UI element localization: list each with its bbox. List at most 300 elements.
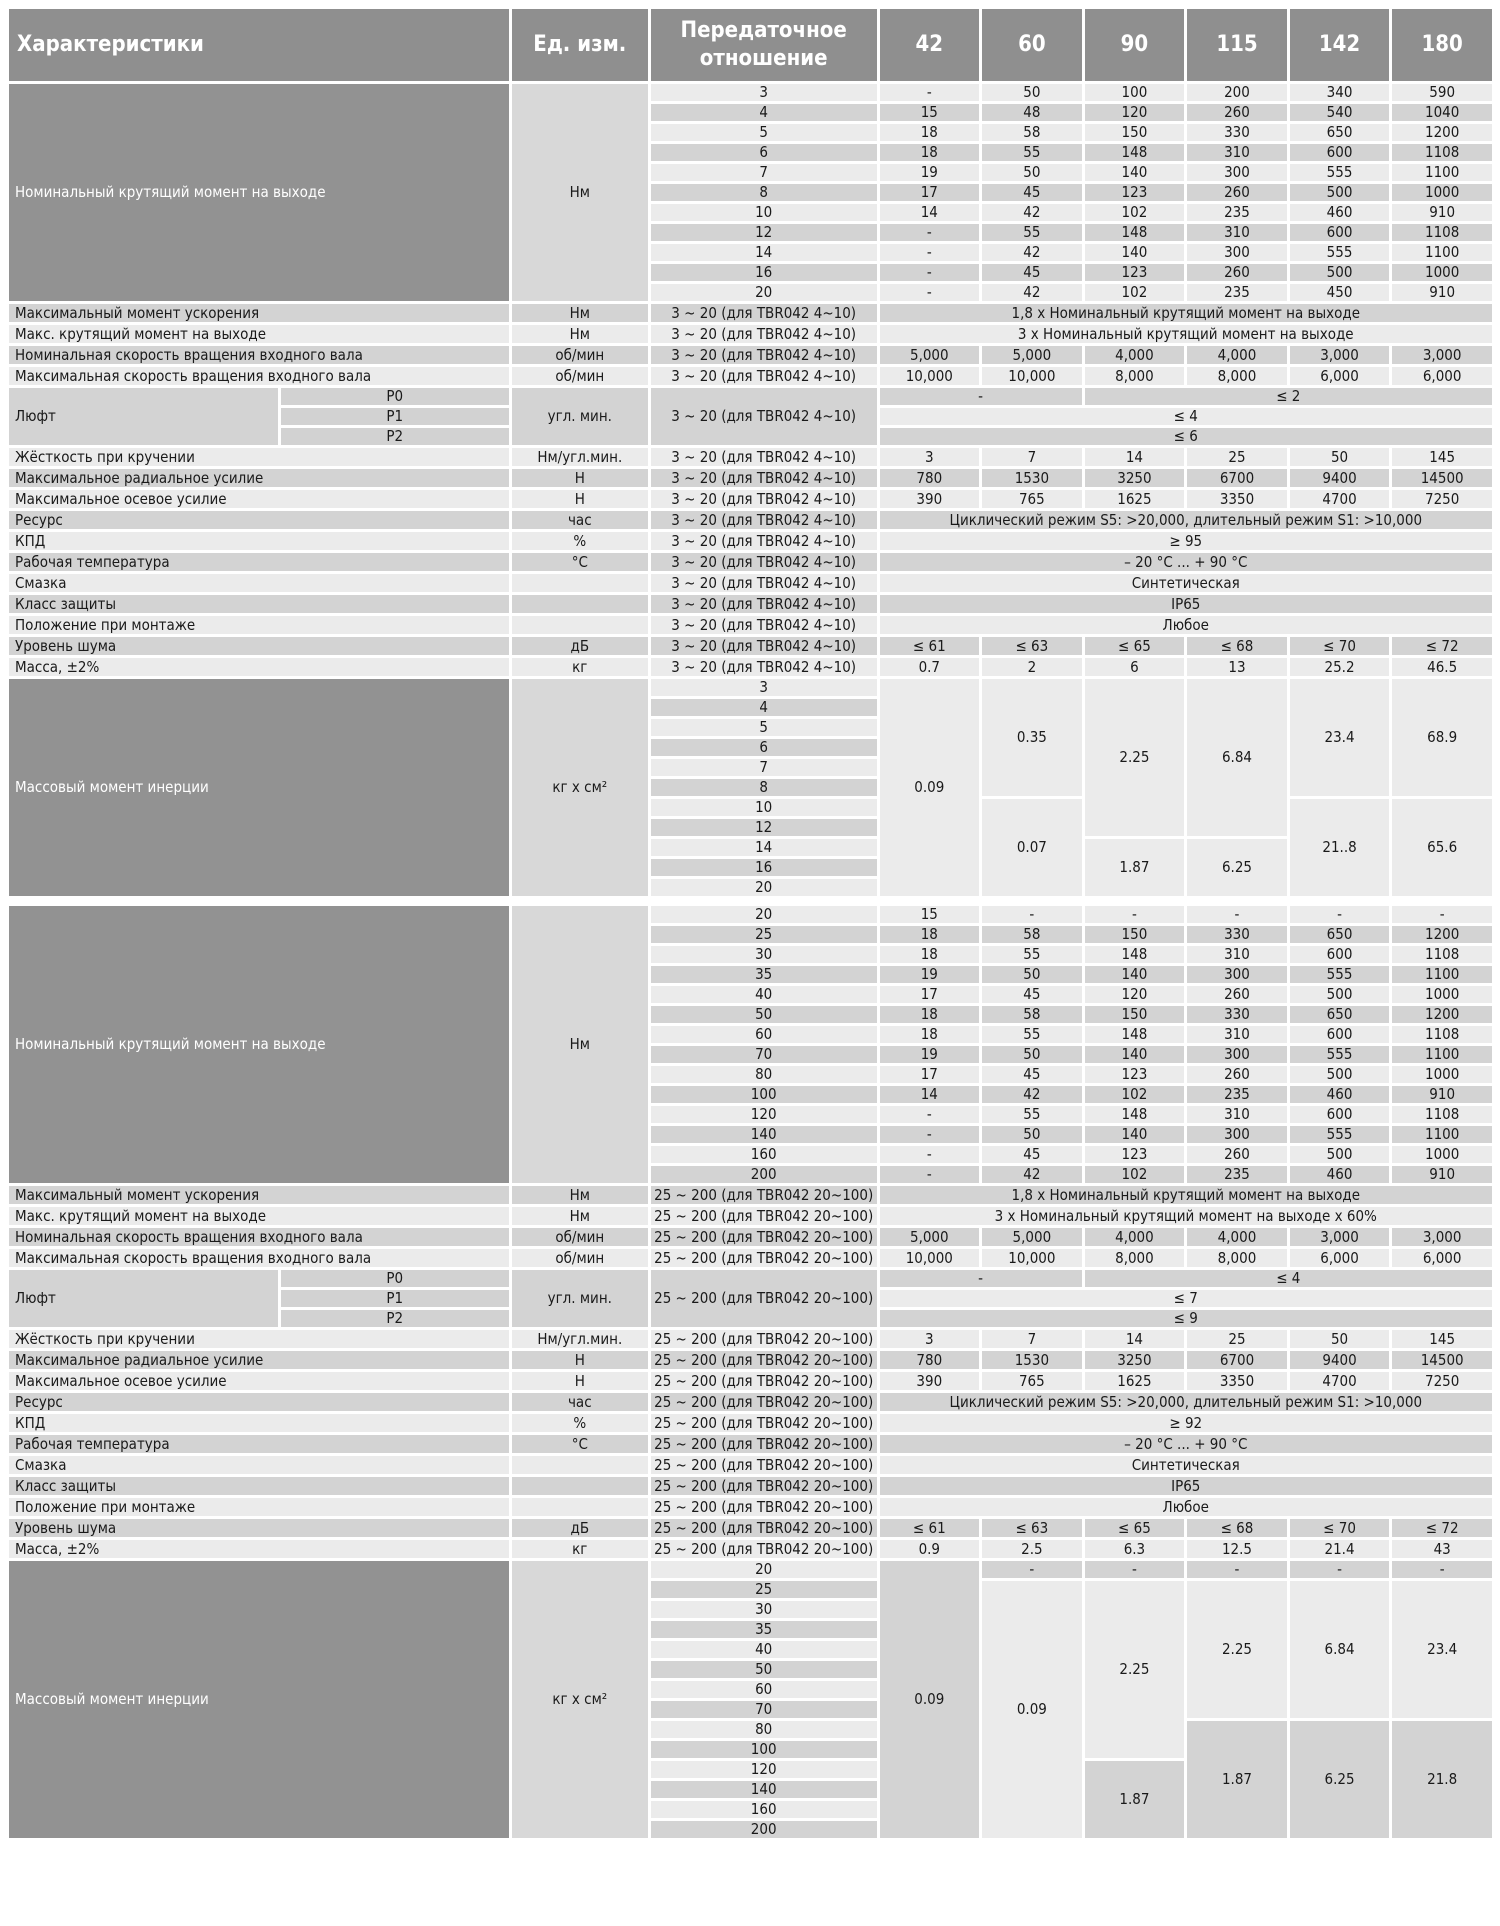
value-cell: 25.2 bbox=[1290, 658, 1390, 676]
ratio-cell: 7 bbox=[651, 164, 877, 181]
ratio-cell: 35 bbox=[651, 1621, 877, 1638]
table-row bbox=[9, 1519, 1492, 1537]
value-cell: - bbox=[1290, 1561, 1390, 1578]
ratio-cell: 100 bbox=[651, 1741, 877, 1758]
value-cell: 1530 bbox=[982, 1351, 1082, 1369]
value-cell: ≤ 61 bbox=[880, 1519, 980, 1537]
value-cell: 1100 bbox=[1392, 244, 1492, 261]
table-row bbox=[9, 1540, 1492, 1558]
value-cell: 300 bbox=[1187, 244, 1287, 261]
row-ratio: 3 ~ 20 (для TBR042 4~10) bbox=[651, 595, 877, 613]
nominal-torque-label: Номинальный крутящий момент на выходе bbox=[9, 84, 509, 301]
value-cell: 55 bbox=[982, 1026, 1082, 1043]
value-cell: 17 bbox=[880, 184, 980, 201]
backlash-p0-b: ≤ 4 bbox=[1085, 1270, 1492, 1287]
value-cell: 1108 bbox=[1392, 1106, 1492, 1123]
value-cell: 42 bbox=[982, 1166, 1082, 1183]
row-ratio: 25 ~ 200 (для TBR042 20~100) bbox=[651, 1435, 877, 1453]
inertia-label: Массовый момент инерции bbox=[9, 679, 509, 896]
value-cell: 145 bbox=[1392, 1330, 1492, 1348]
value-cell: 1108 bbox=[1392, 224, 1492, 241]
row-ratio: 3 ~ 20 (для TBR042 4~10) bbox=[651, 553, 877, 571]
value-cell: 150 bbox=[1085, 124, 1185, 141]
value-cell: 7250 bbox=[1392, 1372, 1492, 1390]
ratio-cell: 6 bbox=[651, 739, 877, 756]
ratio-cell: 5 bbox=[651, 719, 877, 736]
row-ratio: 3 ~ 20 (для TBR042 4~10) bbox=[651, 304, 877, 322]
row-unit: об/мин bbox=[512, 346, 648, 364]
ratio-cell: 30 bbox=[651, 946, 877, 963]
ratio-cell: 20 bbox=[651, 879, 877, 896]
table-row bbox=[9, 1435, 1492, 1453]
value-cell: 3350 bbox=[1187, 490, 1287, 508]
row-ratio: 25 ~ 200 (для TBR042 20~100) bbox=[651, 1228, 877, 1246]
value-cell: 50 bbox=[982, 1046, 1082, 1063]
value-cell: ≤ 63 bbox=[982, 637, 1082, 655]
value-cell: 10,000 bbox=[982, 1249, 1082, 1267]
value-cell: 148 bbox=[1085, 946, 1185, 963]
ratio-cell: 50 bbox=[651, 1661, 877, 1678]
value-cell: 10,000 bbox=[880, 367, 980, 385]
value-cell: 460 bbox=[1290, 1166, 1390, 1183]
value-cell: 1000 bbox=[1392, 184, 1492, 201]
inertia-60: 0.09 bbox=[982, 1581, 1082, 1838]
value-cell: 55 bbox=[982, 224, 1082, 241]
table-row bbox=[9, 1498, 1492, 1516]
row-label: Масса, ±2% bbox=[9, 1540, 509, 1558]
backlash-row bbox=[9, 1270, 1492, 1287]
value-cell: 500 bbox=[1290, 184, 1390, 201]
value-cell: 4700 bbox=[1290, 1372, 1390, 1390]
row-ratio: 3 ~ 20 (для TBR042 4~10) bbox=[651, 367, 877, 385]
row-label: Максимальный момент ускорения bbox=[9, 304, 509, 322]
value-cell: - bbox=[1392, 906, 1492, 923]
header-size-90: 90 bbox=[1085, 9, 1185, 81]
value-cell: 500 bbox=[1290, 1146, 1390, 1163]
row-label: Жёсткость при кручении bbox=[9, 448, 509, 466]
value-cell: 260 bbox=[1187, 1146, 1287, 1163]
value-cell: 6,000 bbox=[1392, 1249, 1492, 1267]
value-cell: 650 bbox=[1290, 926, 1390, 943]
value-cell: 450 bbox=[1290, 284, 1390, 301]
value-cell: 3350 bbox=[1187, 1372, 1287, 1390]
value-cell: 650 bbox=[1290, 124, 1390, 141]
value-cell: 19 bbox=[880, 164, 980, 181]
value-cell: 19 bbox=[880, 1046, 980, 1063]
table-row bbox=[9, 346, 1492, 364]
value-cell: 48 bbox=[982, 104, 1082, 121]
value-cell: 140 bbox=[1085, 244, 1185, 261]
nominal-torque-label: Номинальный крутящий момент на выходе bbox=[9, 906, 509, 1183]
row-unit: час bbox=[512, 1393, 648, 1411]
table-row bbox=[9, 1456, 1492, 1474]
value-cell: 14 bbox=[880, 204, 980, 221]
table-row bbox=[9, 1228, 1492, 1246]
value-cell: 58 bbox=[982, 1006, 1082, 1023]
value-cell: 25 bbox=[1187, 448, 1287, 466]
value-cell: 102 bbox=[1085, 284, 1185, 301]
value-cell: 45 bbox=[982, 264, 1082, 281]
value-cell: 21.4 bbox=[1290, 1540, 1390, 1558]
value-cell: 6700 bbox=[1187, 469, 1287, 487]
value-cell: 600 bbox=[1290, 224, 1390, 241]
value-cell: 5,000 bbox=[880, 1228, 980, 1246]
value-cell: 555 bbox=[1290, 164, 1390, 181]
row-label: Максимальное осевое усилие bbox=[9, 490, 509, 508]
table-row bbox=[9, 1249, 1492, 1267]
value-cell: - bbox=[880, 1166, 980, 1183]
inertia-142-a: 23.4 bbox=[1290, 679, 1390, 796]
value-cell: 42 bbox=[982, 284, 1082, 301]
backlash-p1: P1 bbox=[281, 408, 509, 425]
backlash-unit: угл. мин. bbox=[512, 1270, 648, 1327]
row-unit: Н bbox=[512, 1351, 648, 1369]
row-label: Ресурс bbox=[9, 511, 509, 529]
value-cell: ≤ 72 bbox=[1392, 1519, 1492, 1537]
table-row bbox=[9, 1477, 1492, 1495]
value-cell: 43 bbox=[1392, 1540, 1492, 1558]
inertia-unit: кг x см² bbox=[512, 679, 648, 896]
value-cell: 14500 bbox=[1392, 469, 1492, 487]
value-cell: - bbox=[880, 84, 980, 101]
inertia-180-b: 65.6 bbox=[1392, 799, 1492, 896]
row-unit: Н bbox=[512, 1372, 648, 1390]
value-cell: 235 bbox=[1187, 284, 1287, 301]
value-cell: 600 bbox=[1290, 1026, 1390, 1043]
value-cell: 6700 bbox=[1187, 1351, 1287, 1369]
value-cell: 15 bbox=[880, 906, 980, 923]
nominal-torque-unit: Нм bbox=[512, 906, 648, 1183]
value-cell: 650 bbox=[1290, 1006, 1390, 1023]
ratio-cell: 4 bbox=[651, 104, 877, 121]
row-label: Максимальный момент ускорения bbox=[9, 1186, 509, 1204]
row-ratio: 3 ~ 20 (для TBR042 4~10) bbox=[651, 490, 877, 508]
value-cell: - bbox=[880, 224, 980, 241]
backlash-p0: P0 bbox=[281, 1270, 509, 1287]
inertia-115-a: 2.25 bbox=[1187, 1581, 1287, 1718]
value-cell: 910 bbox=[1392, 204, 1492, 221]
row-unit bbox=[512, 1498, 648, 1516]
table-row bbox=[9, 1330, 1492, 1348]
row-ratio: 3 ~ 20 (для TBR042 4~10) bbox=[651, 658, 877, 676]
table-row bbox=[9, 637, 1492, 655]
backlash-p2-value: ≤ 9 bbox=[880, 1310, 1492, 1327]
value-cell: 46.5 bbox=[1392, 658, 1492, 676]
value-cell: 18 bbox=[880, 1006, 980, 1023]
table-row bbox=[9, 616, 1492, 634]
value-cell: 12.5 bbox=[1187, 1540, 1287, 1558]
row-unit: Нм/угл.мин. bbox=[512, 448, 648, 466]
value-cell: 765 bbox=[982, 490, 1082, 508]
inertia-142-a: 6.84 bbox=[1290, 1581, 1390, 1718]
row-label: Рабочая температура bbox=[9, 553, 509, 571]
table-row bbox=[9, 511, 1492, 529]
ratio-cell: 25 bbox=[651, 926, 877, 943]
value-cell: 2 bbox=[982, 658, 1082, 676]
table-row bbox=[9, 1207, 1492, 1225]
value-cell: 8,000 bbox=[1187, 367, 1287, 385]
value-cell: 910 bbox=[1392, 284, 1492, 301]
value-cell: - bbox=[880, 264, 980, 281]
value-cell: 50 bbox=[1290, 448, 1390, 466]
row-unit: Нм/угл.мин. bbox=[512, 1330, 648, 1348]
value-cell: 7 bbox=[982, 448, 1082, 466]
row-span-value: Циклический режим S5: >20,000, длительный режим S1: >10,000 bbox=[880, 511, 1492, 529]
value-cell: 910 bbox=[1392, 1086, 1492, 1103]
ratio-cell: 120 bbox=[651, 1106, 877, 1123]
value-cell: 5,000 bbox=[880, 346, 980, 364]
value-cell: 555 bbox=[1290, 1046, 1390, 1063]
value-cell: - bbox=[1187, 906, 1287, 923]
value-cell: 50 bbox=[982, 164, 1082, 181]
value-cell: 45 bbox=[982, 1066, 1082, 1083]
value-cell: 42 bbox=[982, 204, 1082, 221]
value-cell: 102 bbox=[1085, 204, 1185, 221]
backlash-p2: P2 bbox=[281, 1310, 509, 1327]
value-cell: 55 bbox=[982, 1106, 1082, 1123]
row-unit bbox=[512, 616, 648, 634]
value-cell: 148 bbox=[1085, 1106, 1185, 1123]
row-label: Макс. крутящий момент на выходе bbox=[9, 325, 509, 343]
table-row bbox=[9, 304, 1492, 322]
ratio-cell: 3 bbox=[651, 679, 877, 696]
table-row bbox=[9, 469, 1492, 487]
ratio-cell: 140 bbox=[651, 1781, 877, 1798]
value-cell: 1100 bbox=[1392, 1126, 1492, 1143]
torque-row bbox=[9, 906, 1492, 923]
value-cell: 17 bbox=[880, 1066, 980, 1083]
value-cell: 50 bbox=[982, 966, 1082, 983]
row-ratio: 25 ~ 200 (для TBR042 20~100) bbox=[651, 1393, 877, 1411]
table-row bbox=[9, 1351, 1492, 1369]
value-cell: 17 bbox=[880, 986, 980, 1003]
value-cell: 150 bbox=[1085, 926, 1185, 943]
value-cell: 910 bbox=[1392, 1166, 1492, 1183]
row-unit: час bbox=[512, 511, 648, 529]
backlash-p0: P0 bbox=[281, 388, 509, 405]
backlash-p2: P2 bbox=[281, 428, 509, 445]
value-cell: 1625 bbox=[1085, 1372, 1185, 1390]
row-ratio: 25 ~ 200 (для TBR042 20~100) bbox=[651, 1351, 877, 1369]
inertia-90-b: 1.87 bbox=[1085, 1761, 1185, 1838]
ratio-cell: 40 bbox=[651, 986, 877, 1003]
value-cell: 45 bbox=[982, 184, 1082, 201]
inertia-unit: кг x см² bbox=[512, 1561, 648, 1838]
row-ratio: 3 ~ 20 (для TBR042 4~10) bbox=[651, 511, 877, 529]
ratio-cell: 50 bbox=[651, 1006, 877, 1023]
row-ratio: 25 ~ 200 (для TBR042 20~100) bbox=[651, 1456, 877, 1474]
backlash-p1: P1 bbox=[281, 1290, 509, 1307]
row-ratio: 3 ~ 20 (для TBR042 4~10) bbox=[651, 616, 877, 634]
ratio-cell: 12 bbox=[651, 819, 877, 836]
row-ratio: 25 ~ 200 (для TBR042 20~100) bbox=[651, 1186, 877, 1204]
value-cell: - bbox=[1187, 1561, 1287, 1578]
row-span-value: 3 x Номинальный крутящий момент на выходе bbox=[880, 325, 1492, 343]
ratio-cell: 12 bbox=[651, 224, 877, 241]
inertia-180-a: 23.4 bbox=[1392, 1581, 1492, 1718]
value-cell: 150 bbox=[1085, 1006, 1185, 1023]
row-span-value: 1,8 x Номинальный крутящий момент на выходе bbox=[880, 304, 1492, 322]
row-ratio: 25 ~ 200 (для TBR042 20~100) bbox=[651, 1540, 877, 1558]
value-cell: - bbox=[880, 1126, 980, 1143]
ratio-cell: 200 bbox=[651, 1821, 877, 1838]
value-cell: 330 bbox=[1187, 926, 1287, 943]
value-cell: 123 bbox=[1085, 1066, 1185, 1083]
value-cell: 140 bbox=[1085, 966, 1185, 983]
row-unit bbox=[512, 1456, 648, 1474]
value-cell: 1200 bbox=[1392, 1006, 1492, 1023]
row-label: Номинальная скорость вращения входного вала bbox=[9, 346, 509, 364]
value-cell: 1625 bbox=[1085, 490, 1185, 508]
row-unit: Нм bbox=[512, 325, 648, 343]
value-cell: 145 bbox=[1392, 448, 1492, 466]
value-cell: 300 bbox=[1187, 1046, 1287, 1063]
inertia-row bbox=[9, 1561, 1492, 1578]
value-cell: 45 bbox=[982, 1146, 1082, 1163]
row-ratio: 25 ~ 200 (для TBR042 20~100) bbox=[651, 1249, 877, 1267]
value-cell: 3 bbox=[880, 448, 980, 466]
value-cell: 330 bbox=[1187, 124, 1287, 141]
backlash-label: Люфт bbox=[9, 388, 278, 445]
row-span-value: ≥ 92 bbox=[880, 1414, 1492, 1432]
value-cell: 340 bbox=[1290, 84, 1390, 101]
backlash-row bbox=[9, 388, 1492, 405]
value-cell: - bbox=[1392, 1561, 1492, 1578]
value-cell: 6.3 bbox=[1085, 1540, 1185, 1558]
value-cell: 102 bbox=[1085, 1086, 1185, 1103]
table-row bbox=[9, 658, 1492, 676]
row-unit: дБ bbox=[512, 637, 648, 655]
value-cell: - bbox=[1085, 1561, 1185, 1578]
ratio-cell: 20 bbox=[651, 1561, 877, 1578]
row-ratio: 25 ~ 200 (для TBR042 20~100) bbox=[651, 1498, 877, 1516]
ratio-cell: 7 bbox=[651, 759, 877, 776]
value-cell: 42 bbox=[982, 244, 1082, 261]
value-cell: 18 bbox=[880, 124, 980, 141]
value-cell: ≤ 70 bbox=[1290, 637, 1390, 655]
value-cell: 58 bbox=[982, 926, 1082, 943]
value-cell: 42 bbox=[982, 1086, 1082, 1103]
row-ratio: 3 ~ 20 (для TBR042 4~10) bbox=[651, 574, 877, 592]
value-cell: 5,000 bbox=[982, 1228, 1082, 1246]
value-cell: 390 bbox=[880, 490, 980, 508]
value-cell: 3 bbox=[880, 1330, 980, 1348]
value-cell: 500 bbox=[1290, 1066, 1390, 1083]
row-label: Масса, ±2% bbox=[9, 658, 509, 676]
table-row bbox=[9, 367, 1492, 385]
value-cell: 1100 bbox=[1392, 164, 1492, 181]
value-cell: 5,000 bbox=[982, 346, 1082, 364]
table-row bbox=[9, 1186, 1492, 1204]
value-cell: 10,000 bbox=[880, 1249, 980, 1267]
specifications-table bbox=[6, 6, 1495, 1841]
value-cell: 148 bbox=[1085, 224, 1185, 241]
value-cell: 555 bbox=[1290, 1126, 1390, 1143]
inertia-label: Массовый момент инерции bbox=[9, 1561, 509, 1838]
ratio-cell: 4 bbox=[651, 699, 877, 716]
row-ratio: 25 ~ 200 (для TBR042 20~100) bbox=[651, 1207, 877, 1225]
ratio-cell: 14 bbox=[651, 244, 877, 261]
value-cell: 120 bbox=[1085, 986, 1185, 1003]
row-span-value: 1,8 x Номинальный крутящий момент на выходе bbox=[880, 1186, 1492, 1204]
row-unit: Н bbox=[512, 469, 648, 487]
inertia-180-b: 21.8 bbox=[1392, 1721, 1492, 1838]
value-cell: 780 bbox=[880, 1351, 980, 1369]
value-cell: 3250 bbox=[1085, 1351, 1185, 1369]
value-cell: 6,000 bbox=[1392, 367, 1492, 385]
value-cell: 14 bbox=[1085, 1330, 1185, 1348]
row-unit: Нм bbox=[512, 1186, 648, 1204]
row-label: Максимальная скорость вращения входного вала bbox=[9, 367, 509, 385]
row-span-value: 3 x Номинальный крутящий момент на выходе x 60% bbox=[880, 1207, 1492, 1225]
table-row bbox=[9, 574, 1492, 592]
row-unit: кг bbox=[512, 1540, 648, 1558]
row-span-value: Любое bbox=[880, 616, 1492, 634]
value-cell: 4,000 bbox=[1085, 346, 1185, 364]
inertia-42: 0.09 bbox=[880, 679, 980, 896]
value-cell: 1100 bbox=[1392, 966, 1492, 983]
ratio-cell: 160 bbox=[651, 1146, 877, 1163]
value-cell: 590 bbox=[1392, 84, 1492, 101]
inertia-90-b: 1.87 bbox=[1085, 839, 1185, 896]
value-cell: 6,000 bbox=[1290, 1249, 1390, 1267]
value-cell: - bbox=[1290, 906, 1390, 923]
value-cell: 148 bbox=[1085, 1026, 1185, 1043]
value-cell: 460 bbox=[1290, 204, 1390, 221]
value-cell: 2.5 bbox=[982, 1540, 1082, 1558]
value-cell: 3250 bbox=[1085, 469, 1185, 487]
value-cell: - bbox=[1085, 906, 1185, 923]
value-cell: 260 bbox=[1187, 986, 1287, 1003]
value-cell: 8,000 bbox=[1085, 1249, 1185, 1267]
header-size-115: 115 bbox=[1187, 9, 1287, 81]
ratio-cell: 3 bbox=[651, 84, 877, 101]
value-cell: 600 bbox=[1290, 946, 1390, 963]
value-cell: 14 bbox=[1085, 448, 1185, 466]
value-cell: 123 bbox=[1085, 1146, 1185, 1163]
row-span-value: – 20 °C ... + 90 °C bbox=[880, 553, 1492, 571]
value-cell: 200 bbox=[1187, 84, 1287, 101]
value-cell: 4,000 bbox=[1085, 1228, 1185, 1246]
row-label: Смазка bbox=[9, 574, 509, 592]
value-cell: 600 bbox=[1290, 144, 1390, 161]
value-cell: 18 bbox=[880, 144, 980, 161]
ratio-cell: 6 bbox=[651, 144, 877, 161]
value-cell: 1530 bbox=[982, 469, 1082, 487]
header-ratio: Передаточное отношение bbox=[651, 9, 877, 81]
ratio-cell: 140 bbox=[651, 1126, 877, 1143]
inertia-90-a: 2.25 bbox=[1085, 1581, 1185, 1758]
value-cell: 300 bbox=[1187, 1126, 1287, 1143]
value-cell: ≤ 61 bbox=[880, 637, 980, 655]
row-unit bbox=[512, 595, 648, 613]
table-row bbox=[9, 1414, 1492, 1432]
value-cell: 330 bbox=[1187, 1006, 1287, 1023]
row-unit bbox=[512, 1477, 648, 1495]
inertia-90-a: 2.25 bbox=[1085, 679, 1185, 836]
row-unit bbox=[512, 574, 648, 592]
torque-row bbox=[9, 84, 1492, 101]
row-label: Жёсткость при кручении bbox=[9, 1330, 509, 1348]
value-cell: 13 bbox=[1187, 658, 1287, 676]
backlash-label: Люфт bbox=[9, 1270, 278, 1327]
ratio-cell: 8 bbox=[651, 779, 877, 796]
header-size-60: 60 bbox=[982, 9, 1082, 81]
value-cell: 310 bbox=[1187, 224, 1287, 241]
inertia-115-a: 6.84 bbox=[1187, 679, 1287, 836]
value-cell: ≤ 65 bbox=[1085, 1519, 1185, 1537]
value-cell: 123 bbox=[1085, 264, 1185, 281]
